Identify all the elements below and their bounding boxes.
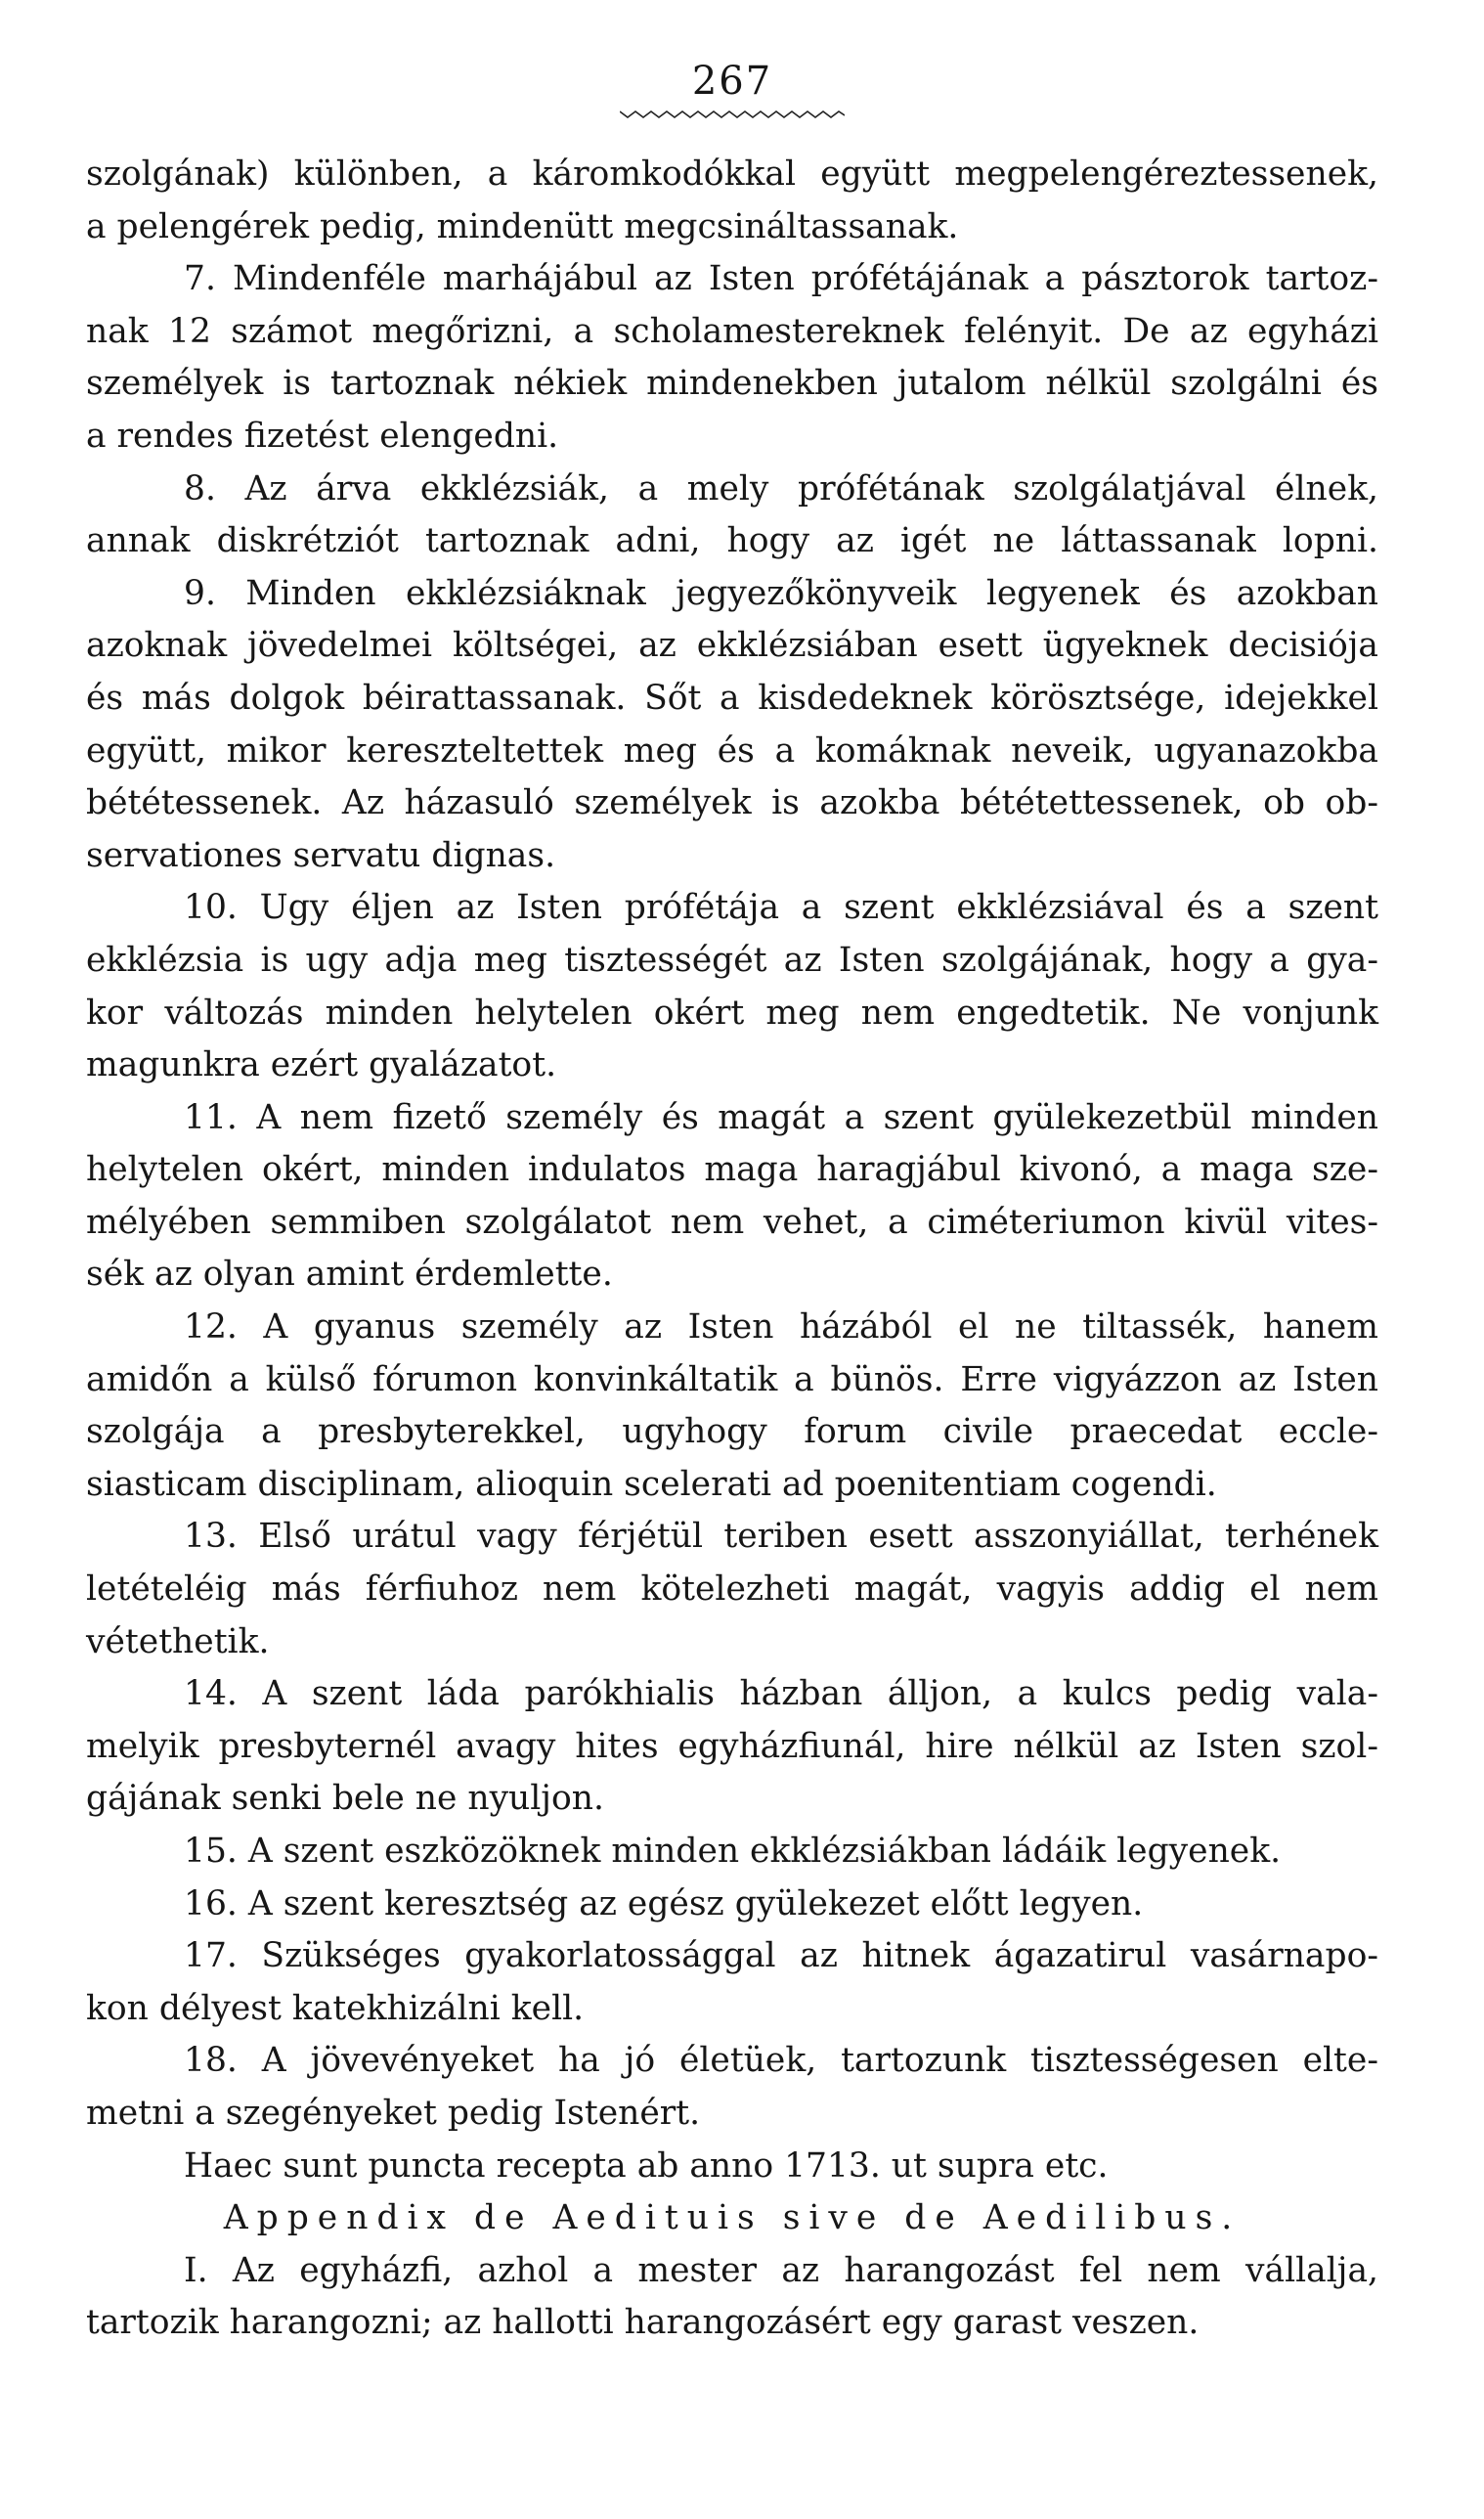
text-line: személyek is tartoznak nékiek mindenekben jutalom nélkül szolgálni és <box>86 364 1378 404</box>
text-line: gájának senki bele ne nyuljon. <box>86 1779 604 1819</box>
text-line: szolgának) különben, a káromkodókkal együtt megpelengéreztessenek, <box>86 155 1378 194</box>
text-line: nak 12 számot megőrizni, a scholamestereknek felényit. De az egyházi <box>86 311 1378 351</box>
text-line: 15. A szent eszközöknek minden ekklézsiákban ládáik legyenek. <box>184 1832 1282 1871</box>
text-line: 16. A szent keresztség az egész gyülekezet előtt legyen. <box>184 1883 1144 1923</box>
text-line: bététessenek. Az házasuló személyek is azokba bététettessenek, ob ob- <box>86 783 1378 823</box>
text-line: tartozik harangozni; az hallotti harangozásért egy garast veszen. <box>86 2303 1200 2343</box>
text-line: 18. A jövevényeket ha jó életüek, tartozunk tisztességesen elte- <box>184 2041 1378 2081</box>
text-line: melyik presbyternél avagy hites egyházfiunál, hire nélkül az Isten szol- <box>86 1726 1378 1766</box>
text-line: helytelen okért, minden indulatos maga haragjábul kivonó, a maga sze- <box>86 1150 1378 1190</box>
text-line: kon délyest katekhizálni kell. <box>86 1988 585 2028</box>
text-line: servationes servatu dignas. <box>86 835 556 875</box>
text-line: 7. Mindenféle marhájábul az Isten prófétájának a pásztorok tartoz- <box>184 259 1378 299</box>
text-line: Haec sunt puncta recepta ab anno 1713. ut supra etc. <box>184 2145 1109 2186</box>
text-line: siasticam disciplinam, alioquin scelerati ad poenitentiam cogendi. <box>86 1464 1217 1504</box>
text-line: amidőn a külső fórumon konvinkáltatik a bünös. Erre vigyázzon az Isten <box>86 1359 1378 1399</box>
text-line: 9. Minden ekklézsiáknak jegyezőkönyveik legyenek és azokban <box>184 573 1378 613</box>
text-line: annak diskrétziót tartoznak adni, hogy az igét ne láttassanak lopni. <box>86 521 1378 561</box>
text-line: a rendes fizetést elengedni. <box>86 416 559 456</box>
text-line: 17. Szükséges gyakorlatossággal az hitnek ágazatirul vasárnapo- <box>184 1936 1378 1976</box>
text-line: szolgája a presbyterekkel, ugyhogy forum civile praecedat eccle- <box>86 1412 1378 1452</box>
page-number: 267 <box>691 59 773 104</box>
text-line: 10. Ugy éljen az Isten prófétája a szent ekklézsiával és a szent <box>184 888 1378 928</box>
text-line: 8. Az árva ekklézsiák, a mely prófétának szolgálatjával élnek, <box>184 468 1378 508</box>
body-text <box>86 149 1378 2350</box>
text-line: a pelengérek pedig, mindenütt megcsináltassanak. <box>86 206 959 246</box>
text-line: I. Az egyházfi, azhol a mester az harangozást fel nem vállalja, <box>184 2250 1378 2290</box>
text-line: sék az olyan amint érdemlette. <box>86 1255 613 1295</box>
text-line: magunkra ezért gyalázatot. <box>86 1045 557 1085</box>
document-page <box>86 57 1378 2350</box>
appendix-heading: Appendix de Aedituis sive de Aedilibus. <box>223 2198 1242 2238</box>
text-line: vétethetik. <box>86 1621 270 1661</box>
text-line: kor változás minden helytelen okért meg nem engedtetik. Ne vonjunk <box>86 993 1378 1033</box>
text-line: letételéig más férfiuhoz nem kötelezheti magát, vagyis addig el nem <box>86 1569 1378 1610</box>
text-line: 13. Első urátul vagy férjétül teriben esett asszonyiállat, terhének <box>184 1517 1378 1557</box>
text-line: mélyében semmiben szolgálatot nem vehet, a ciméteriumon kivül vites- <box>86 1202 1378 1242</box>
text-line: együtt, mikor kereszteltettek meg és a komáknak neveik, ugyanazokba <box>86 730 1378 771</box>
text-line: ekklézsia is ugy adja meg tisztességét az Isten szolgájának, hogy a gya- <box>86 940 1378 980</box>
ornament-rule <box>620 106 845 123</box>
text-line: azoknak jövedelmei költségei, az ekklézsiában esett ügyeknek decisiója <box>86 626 1378 666</box>
text-line: 14. A szent láda parókhialis házban álljon, a kulcs pedig vala- <box>184 1674 1378 1714</box>
text-line: metni a szegényeket pedig Istenért. <box>86 2093 701 2133</box>
text-line: 11. A nem fizető személy és magát a szent gyülekezetbül minden <box>184 1097 1378 1137</box>
text-line: 12. A gyanus személy az Isten házából el ne tiltassék, hanem <box>184 1307 1378 1348</box>
text-line: és más dolgok béirattassanak. Sőt a kisdedeknek körösztsége, idejekkel <box>86 678 1378 718</box>
